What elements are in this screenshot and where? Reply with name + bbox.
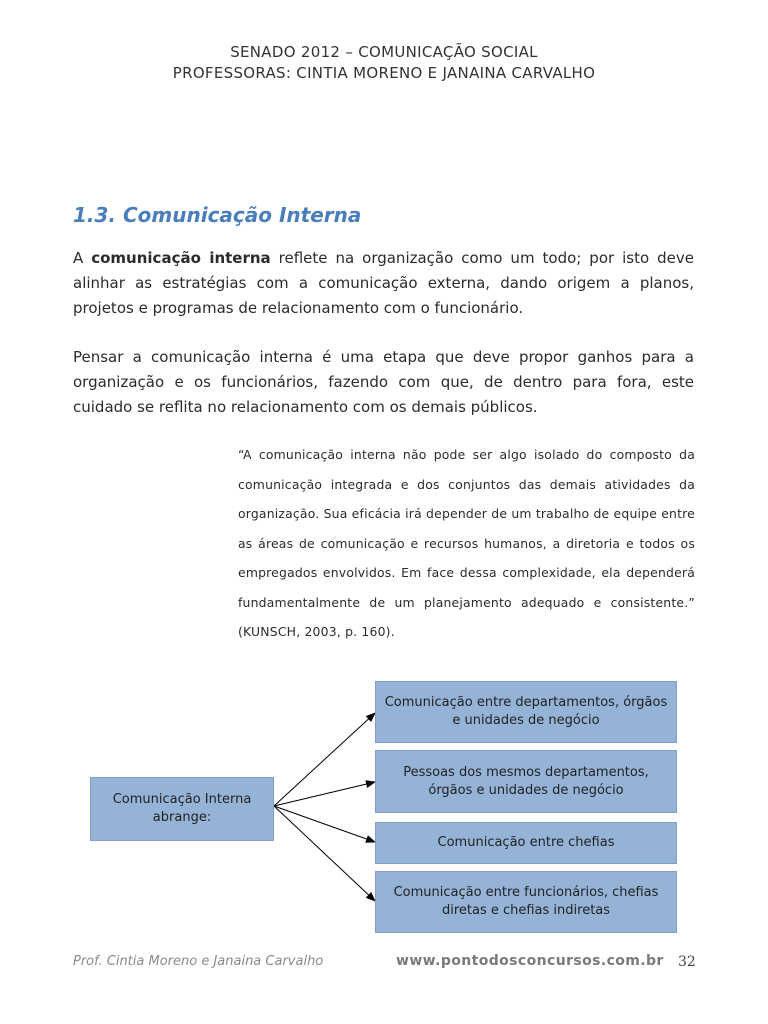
paragraph-1-rest: reflete na organização como um todo; por isto deve alinhar as estratégias com a comunicação externa, dando origem a planos, projetos e programas de relacionamento com o funcionário.	[73, 249, 694, 317]
arrow-to-box-1	[274, 713, 375, 806]
block-quote: “A comunicação interna não pode ser algo isolado do composto da comunicação integrada e dos conjuntos das demais atividades da organização. Sua eficácia irá depender de um trabalho de equipe entre as áreas de comunicação e recursos humanos, a diretoria e todos os empregados envolvidos. Em face dessa complexidade, ela dependerá fundamentalmente de um planejamento adequado e consistente.” (KUNSCH, 2003, p. 160).	[238, 447, 695, 639]
diagram-source-box: Comunicação Interna abrange:	[90, 777, 274, 841]
diagram-target-box-2: Pessoas dos mesmos departamentos, órgãos e unidades de negócio	[375, 750, 677, 813]
header-line-1: SENADO 2012 – COMUNICAÇÃO SOCIAL	[230, 43, 538, 61]
section-title: 1.3. Comunicação Interna	[73, 203, 362, 227]
arrow-to-box-2	[274, 782, 375, 806]
page-number: 32	[678, 954, 696, 970]
header-line-2: PROFESSORAS: CINTIA MORENO E JANAINA CARVALHO	[172, 64, 596, 82]
diagram-target-box-4: Comunicação entre funcionários, chefias diretas e chefias indiretas	[375, 871, 677, 933]
paragraph-1-start: A	[73, 249, 92, 267]
diagram-target-box-3: Comunicação entre chefias	[375, 822, 677, 864]
arrow-to-box-4	[274, 806, 375, 901]
paragraph-2: Pensar a comunicação interna é uma etapa que deve propor ganhos para a organização e os funcionários, fazendo com que, de dentro para fora, este cuidado se reflita no relacionamento com os demais públicos.	[73, 348, 694, 416]
arrow-to-box-3	[274, 806, 375, 842]
footer-url[interactable]: www.pontodosconcursos.com.br	[396, 953, 664, 969]
footer-authors: Prof. Cintia Moreno e Janaina Carvalho	[73, 954, 324, 969]
paragraph-1-bold-term: comunicação interna	[91, 249, 271, 267]
diagram-target-box-1: Comunicação entre departamentos, órgãos e unidades de negócio	[375, 681, 677, 743]
